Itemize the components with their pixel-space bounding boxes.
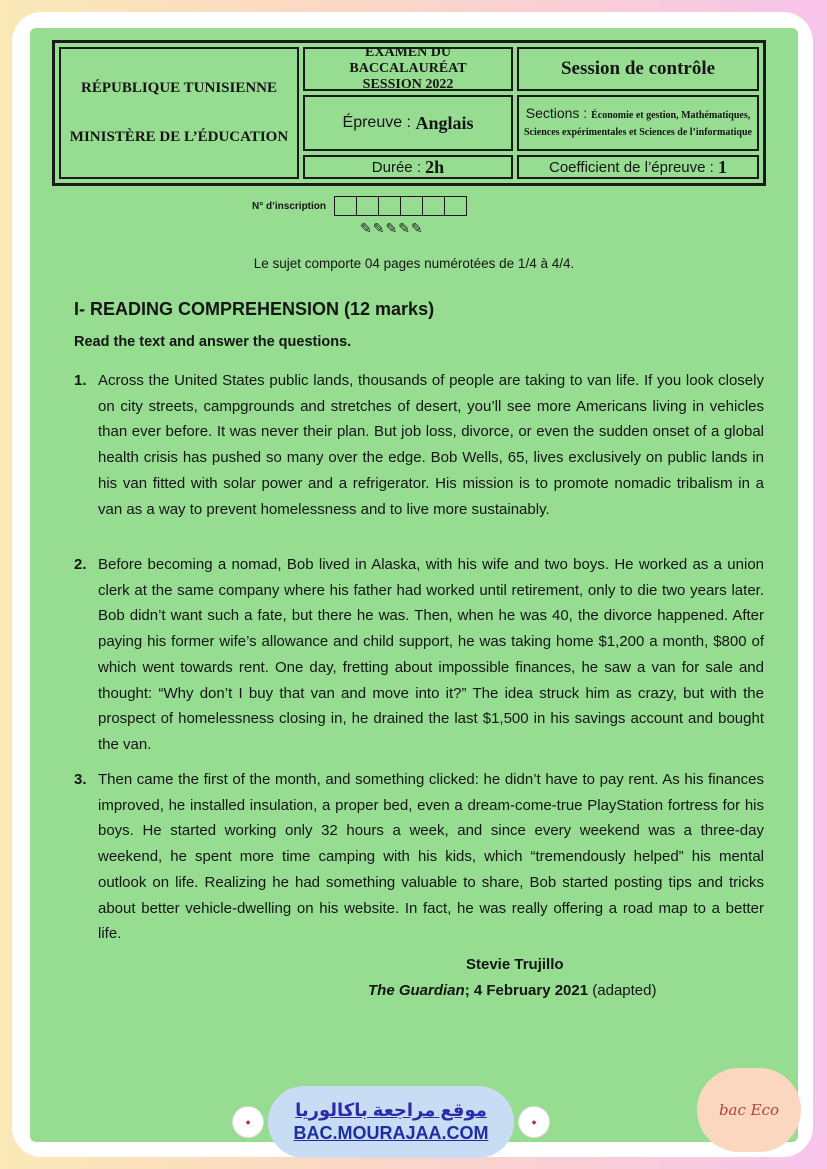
paragraph-3 — [74, 767, 764, 947]
coefficient-cell — [517, 155, 759, 179]
paragraph-text: Then came the first of the month, and something clicked: he didn’t have to pay rent. As his finances improved, he installed insulation, a proper bed, even a dream-come-true PlayStation fortress for his boys. He started working only 32 hours a week, and since every weekend was a three-day weekend, he spent more time camping with his kids, which “tremendously helped” his mental outlook on life. Realizing he had something valuable to share, Bob started posting tips and tricks about better vehicle-dwelling on his website. In fact, he was really offering a road map to a better life. — [98, 771, 764, 943]
site-arabic-name[interactable]: موقع مراجعة باكالوريا — [295, 1100, 487, 1120]
exam-title — [303, 47, 513, 91]
section-title: I- READING COMPREHENSION (12 marks) — [74, 299, 435, 319]
epreuve-cell — [303, 95, 513, 151]
header-institution — [59, 47, 299, 179]
source-name: The Guardian — [368, 982, 465, 999]
site-url[interactable]: BAC.MOURAJAA.COM — [293, 1123, 489, 1143]
author: Stevie Trujillo — [466, 956, 564, 973]
paragraph-number: 3. — [74, 771, 87, 788]
instruction: Read the text and answer the questions. — [74, 334, 352, 350]
epreuve-label: Épreuve : — [342, 114, 411, 131]
sections-value: Économie et gestion, Mathématiques, Sciences expérimentales et Sciences de l’informatique — [523, 110, 752, 138]
sections-cell — [517, 95, 759, 151]
inscription-box[interactable] — [423, 197, 445, 215]
duration-label: Durée : — [371, 158, 421, 176]
inscription-row — [252, 196, 467, 216]
inscription-boxes[interactable] — [334, 196, 467, 216]
republic-label: RÉPUBLIQUE TUNISIENNE — [80, 80, 278, 97]
inscription-box[interactable] — [357, 197, 379, 215]
exam-line1: EXAMEN DU BACCALAURÉAT — [349, 45, 467, 76]
inscription-box[interactable] — [335, 197, 357, 215]
bac-eco-badge: bac Eco — [697, 1068, 801, 1152]
epreuve-value: Anglais — [415, 112, 474, 133]
inscription-box[interactable] — [379, 197, 401, 215]
pages-note: Le sujet comporte 04 pages numérotées de 1/4 à 4/4. — [253, 256, 575, 271]
site-logo-icon: ◆ — [232, 1106, 264, 1138]
site-logo-icon: ◆ — [518, 1106, 550, 1138]
paragraph-1 — [74, 368, 764, 522]
duration-value: 2h — [425, 156, 445, 177]
paragraph-text: Across the United States public lands, thousands of people are taking to van life. If you look closely on city streets, campgrounds and stretches of desert, you’ll see more Americans living in vehicles than ever before. It was never their plan. But job loss, divorce, or even the sudden onset of a global health crisis has pushed so many over the edge. Bob Wells, 65, lives exclusively on public lands in his van fitted with solar power and a refrigerator. His mission is to promote nomadic tribalism in a van as a way to prevent homelessness and to live more sustainably. — [98, 372, 764, 518]
session-label: Session de contrôle — [517, 47, 759, 91]
paragraph-number: 2. — [74, 556, 87, 573]
site-badge[interactable] — [268, 1086, 514, 1158]
inscription-box[interactable] — [445, 197, 466, 215]
paragraph-2 — [74, 552, 764, 758]
pencil-icons: ✎✎✎✎✎ — [360, 220, 424, 236]
exam-line2: SESSION 2022 — [362, 77, 454, 92]
paragraph-text: Before becoming a nomad, Bob lived in Alaska, with his wife and two boys. He worked as a union clerk at the same company where his father had worked until retirement, only to die two years later. Bob didn’t want such a fate, but there he was. Then, when he was 40, the divorce happened. After paying his former wife’s allowance and child support, he was taking home $1,200 a month, $800 of which went towards rent. One day, fretting about impossible finances, he saw a van for sale and thought: “Why don’t I buy that van and move into it?” The idea struck him as crazy, but with the prospect of homelessness closing in, he drained the last $1,500 in his savings account and bought the van. — [98, 556, 764, 753]
exam-page — [30, 28, 798, 1142]
coefficient-value: 1 — [718, 156, 727, 177]
source-note: (adapted) — [588, 982, 657, 999]
inscription-box[interactable] — [401, 197, 423, 215]
source-date: ; 4 February 2021 — [464, 982, 589, 999]
inscription-label: N° d’inscription — [252, 200, 326, 212]
coefficient-label: Coefficient de l’épreuve : — [549, 158, 714, 176]
ministry-label: MINISTÈRE DE L’ÉDUCATION — [69, 128, 289, 145]
duration-cell — [303, 155, 513, 179]
source-citation — [368, 982, 656, 999]
paragraph-number: 1. — [74, 372, 87, 389]
header-table — [52, 40, 766, 186]
sections-label: Sections : — [525, 105, 592, 121]
